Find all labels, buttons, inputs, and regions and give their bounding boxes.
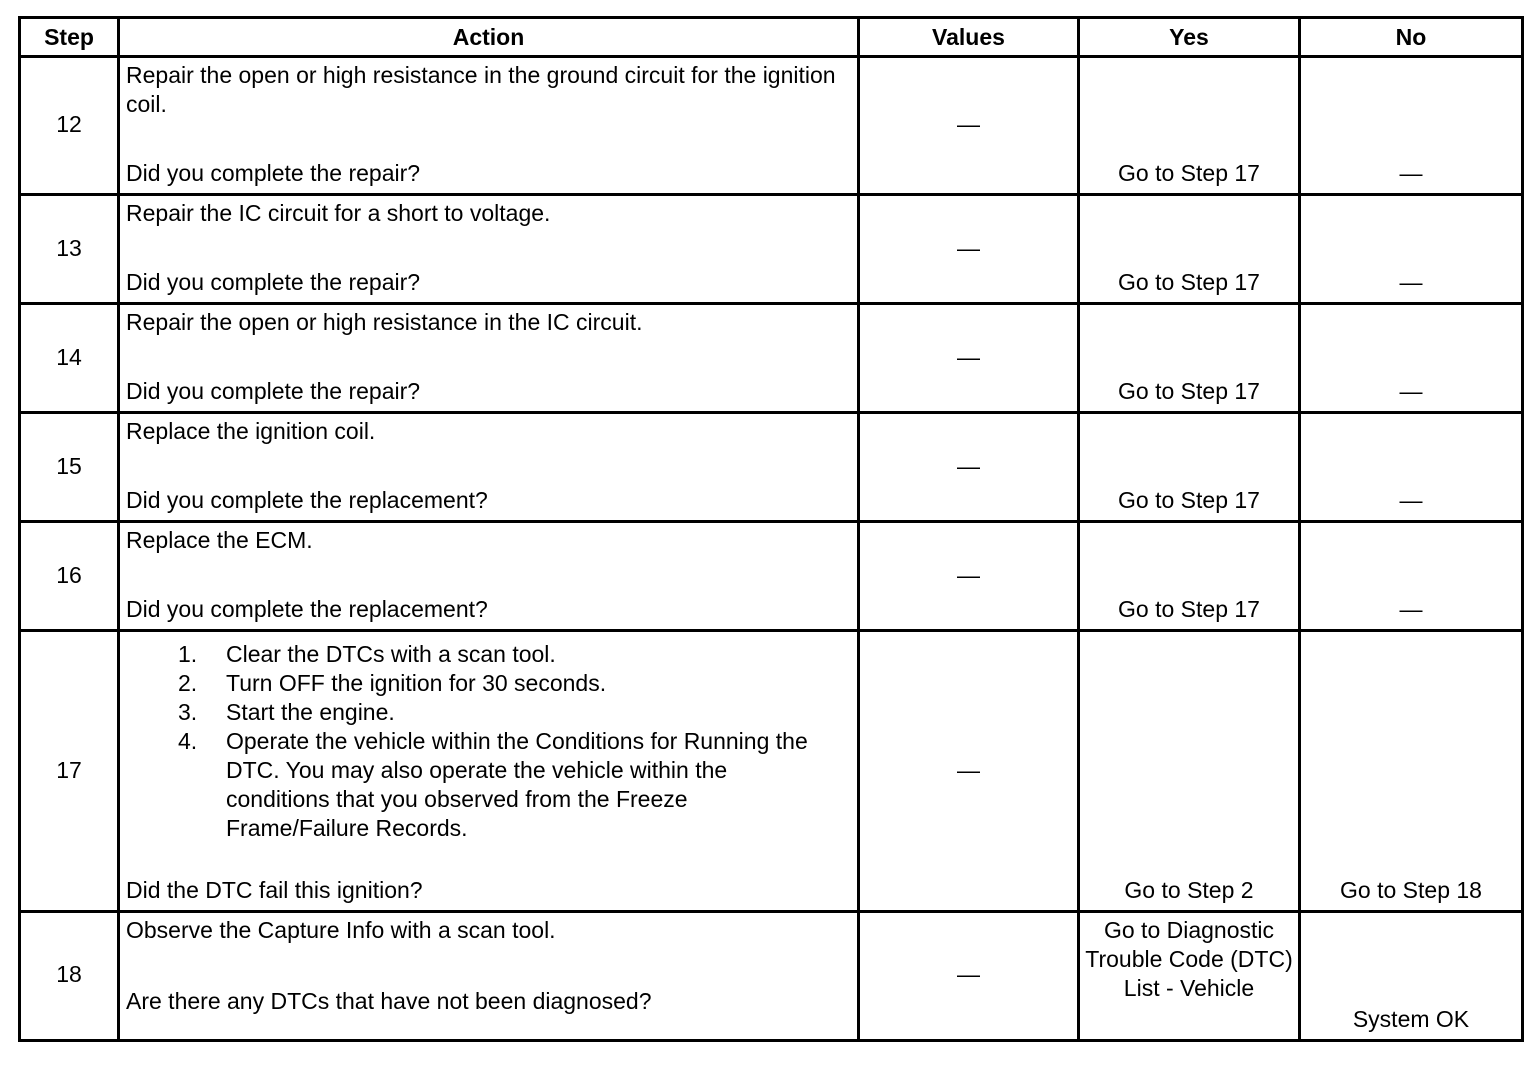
no-cell bbox=[1300, 522, 1523, 631]
list-item-number: 4. bbox=[178, 728, 198, 754]
no-value: — bbox=[1399, 596, 1423, 622]
no-cell bbox=[1300, 631, 1523, 912]
yes-link[interactable]: Go to Step 17 bbox=[1118, 160, 1260, 186]
step-cell bbox=[20, 413, 119, 522]
action-cell bbox=[119, 57, 859, 195]
yes-cell bbox=[1079, 195, 1300, 304]
header-values: Values bbox=[859, 18, 1079, 57]
list-item-number: 1. bbox=[178, 641, 198, 667]
values-cell bbox=[859, 195, 1079, 304]
list-item-text: Turn OFF the ignition for 30 seconds. bbox=[226, 670, 607, 696]
table-row bbox=[20, 413, 1523, 522]
action-cell bbox=[119, 522, 859, 631]
value-dash: — bbox=[957, 757, 980, 783]
step-cell bbox=[20, 57, 119, 195]
step-number: 14 bbox=[56, 344, 82, 370]
list-item-number: 2. bbox=[178, 670, 198, 696]
action-cell bbox=[119, 413, 859, 522]
action-cell bbox=[119, 912, 859, 1041]
values-cell bbox=[859, 522, 1079, 631]
values-cell bbox=[859, 413, 1079, 522]
action-question: Did the DTC fail this ignition? bbox=[126, 877, 423, 903]
step-cell bbox=[20, 522, 119, 631]
no-cell bbox=[1300, 57, 1523, 195]
no-cell bbox=[1300, 195, 1523, 304]
values-cell bbox=[859, 631, 1079, 912]
action-question: Are there any DTCs that have not been diagnosed? bbox=[126, 988, 652, 1014]
action-text: Observe the Capture Info with a scan tool. bbox=[126, 917, 556, 943]
table-row bbox=[20, 195, 1523, 304]
value-dash: — bbox=[957, 453, 980, 479]
yes-link[interactable]: Go to Step 17 bbox=[1118, 596, 1260, 622]
yes-cell bbox=[1079, 413, 1300, 522]
table-row bbox=[20, 631, 1523, 912]
action-text: Repair the open or high resistance in the IC circuit. bbox=[126, 309, 643, 335]
action-question: Did you complete the replacement? bbox=[126, 596, 488, 622]
yes-link[interactable]: Go to Step 17 bbox=[1118, 487, 1260, 513]
diagnostic-table bbox=[18, 16, 1524, 1042]
table-row bbox=[20, 522, 1523, 631]
action-text: Repair the IC circuit for a short to voltage. bbox=[126, 200, 551, 226]
yes-cell bbox=[1079, 631, 1300, 912]
header-action: Action bbox=[119, 18, 859, 57]
list-item-text: Operate the vehicle within the Conditions for Running the DTC. You may also operate the vehicle within the conditions that you observed from the Freeze Frame/Failure Records. bbox=[226, 728, 808, 841]
yes-link[interactable]: Go to Step 17 bbox=[1118, 378, 1260, 404]
no-value: — bbox=[1399, 160, 1423, 186]
action-cell bbox=[119, 195, 859, 304]
no-cell bbox=[1300, 304, 1523, 413]
values-cell bbox=[859, 57, 1079, 195]
no-value: — bbox=[1399, 378, 1423, 404]
step-number: 12 bbox=[56, 111, 82, 137]
no-link[interactable]: Go to Step 18 bbox=[1340, 877, 1482, 903]
list-item-text: Clear the DTCs with a scan tool. bbox=[226, 641, 556, 667]
yes-cell bbox=[1079, 57, 1300, 195]
value-dash: — bbox=[957, 235, 980, 261]
step-cell bbox=[20, 195, 119, 304]
yes-link[interactable]: Go to Step 17 bbox=[1118, 269, 1260, 295]
step-number: 18 bbox=[56, 961, 82, 987]
action-text: Replace the ignition coil. bbox=[126, 418, 376, 444]
action-question: Did you complete the repair? bbox=[126, 160, 421, 186]
values-cell bbox=[859, 912, 1079, 1041]
action-cell bbox=[119, 304, 859, 413]
no-cell bbox=[1300, 413, 1523, 522]
no-value: — bbox=[1399, 269, 1423, 295]
list-item-text: Start the engine. bbox=[226, 699, 395, 725]
action-question: Did you complete the replacement? bbox=[126, 487, 488, 513]
step-number: 13 bbox=[56, 235, 82, 261]
yes-cell bbox=[1079, 522, 1300, 631]
value-dash: — bbox=[957, 344, 980, 370]
header-step: Step bbox=[20, 18, 119, 57]
action-text: Replace the ECM. bbox=[126, 527, 313, 553]
step-cell bbox=[20, 912, 119, 1041]
list-item bbox=[126, 640, 827, 669]
table-row bbox=[20, 912, 1523, 1041]
value-dash: — bbox=[957, 111, 980, 137]
action-text: Repair the open or high resistance in the ground circuit for the ignition coil. bbox=[126, 62, 836, 117]
value-dash: — bbox=[957, 562, 980, 588]
header-row bbox=[20, 18, 1523, 57]
step-number: 15 bbox=[56, 453, 82, 479]
step-number: 16 bbox=[56, 562, 82, 588]
no-value: — bbox=[1399, 487, 1423, 513]
step-cell bbox=[20, 631, 119, 912]
list-item-number: 3. bbox=[178, 699, 198, 725]
table-row bbox=[20, 304, 1523, 413]
action-cell bbox=[119, 631, 859, 912]
header-yes: Yes bbox=[1079, 18, 1300, 57]
list-item bbox=[126, 669, 827, 698]
value-dash: — bbox=[957, 961, 980, 987]
action-question: Did you complete the repair? bbox=[126, 378, 421, 404]
list-item bbox=[126, 727, 827, 843]
values-cell bbox=[859, 304, 1079, 413]
diagnostic-table-container bbox=[18, 16, 1524, 1042]
yes-cell bbox=[1079, 912, 1300, 1041]
header-no: No bbox=[1300, 18, 1523, 57]
table-row bbox=[20, 57, 1523, 195]
step-number: 17 bbox=[56, 757, 82, 783]
action-question: Did you complete the repair? bbox=[126, 269, 421, 295]
no-cell bbox=[1300, 912, 1523, 1041]
action-step-list bbox=[126, 640, 827, 843]
step-cell bbox=[20, 304, 119, 413]
yes-link[interactable]: Go to Diagnostic Trouble Code (DTC) List - Vehicle bbox=[1085, 917, 1293, 1001]
no-value: System OK bbox=[1352, 1006, 1470, 1032]
list-item bbox=[126, 698, 827, 727]
yes-link[interactable]: Go to Step 2 bbox=[1124, 877, 1254, 903]
yes-cell bbox=[1079, 304, 1300, 413]
